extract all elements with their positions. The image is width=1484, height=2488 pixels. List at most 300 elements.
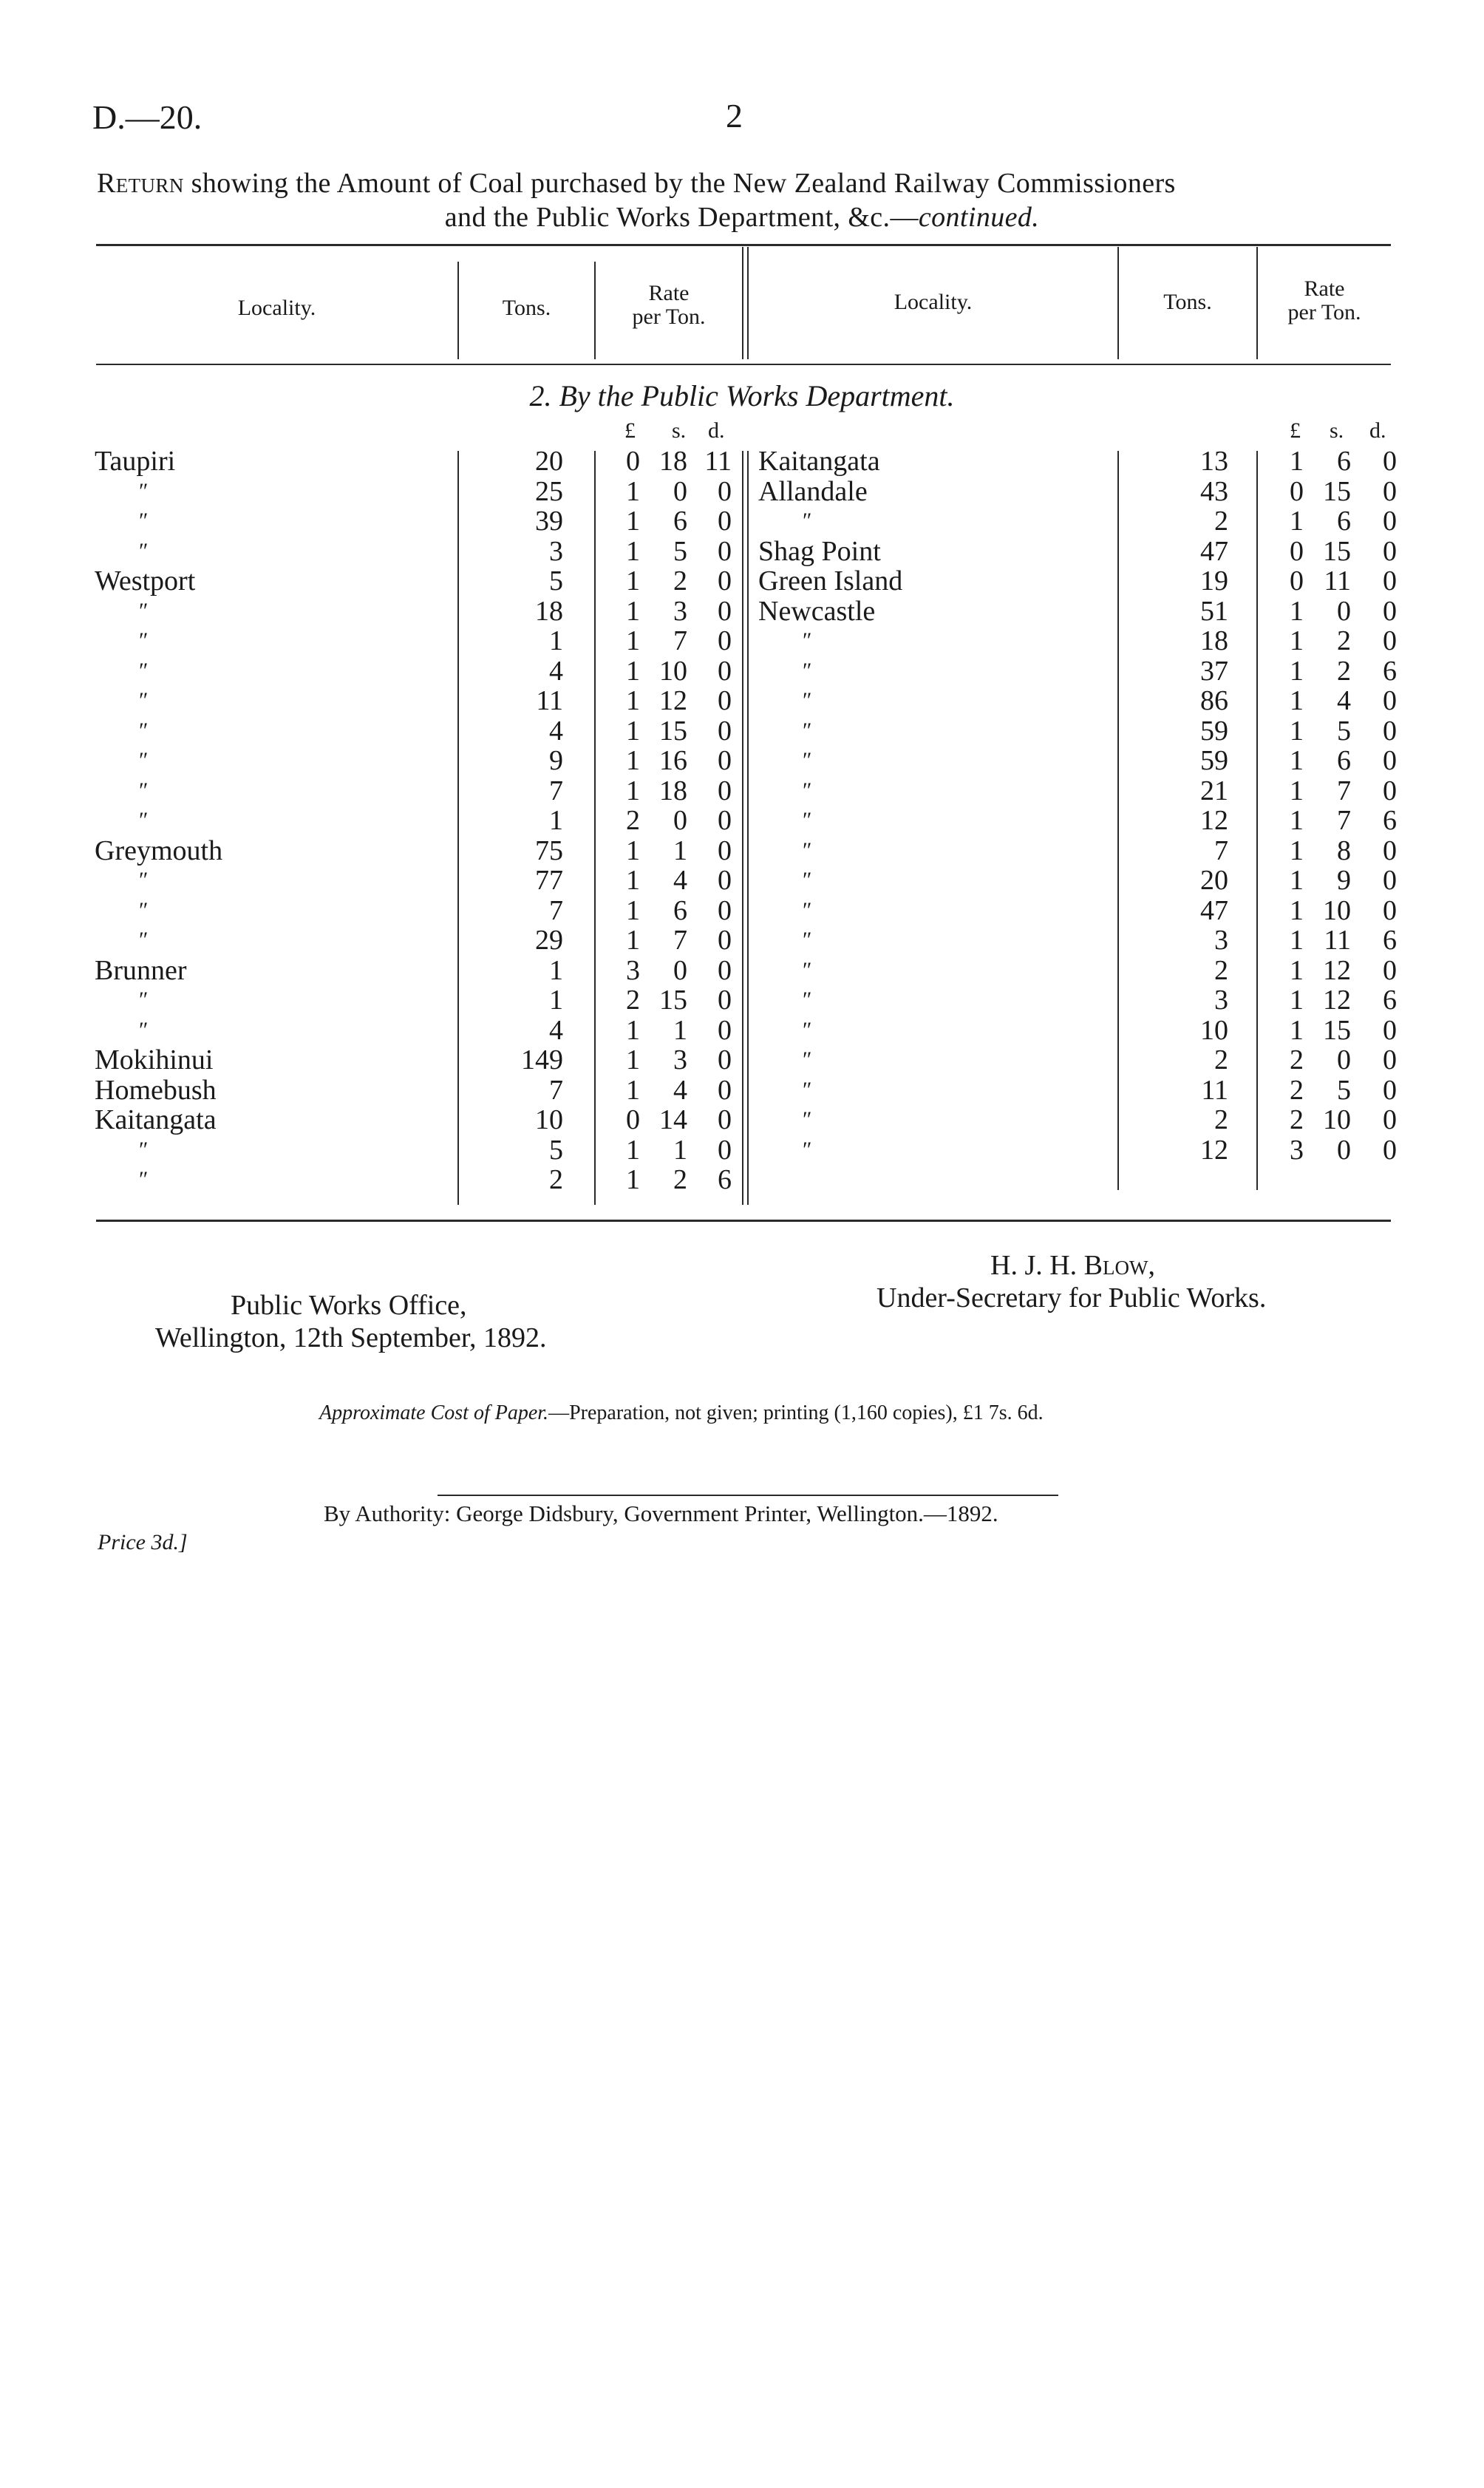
shillings-cell: 0 xyxy=(673,805,687,836)
tons-cell: 4 xyxy=(549,715,563,747)
shillings-cell: 9 xyxy=(1337,865,1351,896)
table-row xyxy=(0,566,1484,596)
tons-cell: 3 xyxy=(1214,985,1228,1016)
pence-cell: 0 xyxy=(1383,565,1397,596)
pounds-cell: 1 xyxy=(1290,685,1304,716)
table-row xyxy=(0,716,1484,746)
pence-cell: 0 xyxy=(718,775,732,806)
table-row xyxy=(0,1075,1484,1105)
tons-cell: 77 xyxy=(535,865,563,896)
tons-cell: 43 xyxy=(1200,475,1228,507)
currency-shillings-right: s. xyxy=(1330,418,1344,443)
currency-shillings-left: s. xyxy=(672,418,687,443)
table-row xyxy=(0,776,1484,806)
pence-cell: 0 xyxy=(1383,865,1397,896)
locality-cell: ″ xyxy=(139,808,149,832)
shillings-cell: 6 xyxy=(1337,446,1351,477)
pence-cell: 0 xyxy=(1383,775,1397,806)
pence-cell: 0 xyxy=(1383,1104,1397,1135)
tons-cell: 86 xyxy=(1200,685,1228,716)
pence-cell: 0 xyxy=(718,745,732,776)
pounds-cell: 0 xyxy=(1290,565,1304,596)
locality-cell: ″ xyxy=(803,658,812,683)
shillings-cell: 15 xyxy=(1323,1014,1351,1046)
tons-cell: 12 xyxy=(1200,1134,1228,1166)
pounds-cell: 1 xyxy=(626,894,640,926)
tons-cell: 10 xyxy=(1200,1014,1228,1046)
currency-pounds-left: £ xyxy=(624,418,636,443)
tons-cell: 1 xyxy=(549,954,563,986)
cost-label: Approximate Cost of Paper. xyxy=(319,1401,549,1424)
pounds-cell: 1 xyxy=(626,865,640,896)
table-row xyxy=(0,806,1484,835)
pounds-cell: 2 xyxy=(1290,1104,1304,1135)
shillings-cell: 18 xyxy=(659,775,687,806)
pounds-cell: 1 xyxy=(1290,625,1304,656)
shillings-cell: 0 xyxy=(673,475,687,507)
pence-cell: 0 xyxy=(1383,894,1397,926)
pence-cell: 0 xyxy=(1383,1134,1397,1166)
divider-center-a xyxy=(742,247,743,359)
pence-cell: 0 xyxy=(718,1104,732,1135)
office-line-1: Public Works Office, xyxy=(231,1290,467,1321)
pounds-cell: 2 xyxy=(1290,1044,1304,1075)
header-tons-left: Tons. xyxy=(502,296,551,320)
shillings-cell: 15 xyxy=(659,985,687,1016)
tons-cell: 149 xyxy=(521,1044,563,1075)
tons-cell: 2 xyxy=(549,1164,563,1195)
tons-cell: 7 xyxy=(549,1074,563,1106)
office-line-2: Wellington, 12th September, 1892. xyxy=(155,1322,547,1353)
locality-cell: ″ xyxy=(139,778,149,803)
pence-cell: 0 xyxy=(718,655,732,687)
printer-authority: By Authority: George Didsbury, Government Printer, Wellington.—1892. xyxy=(324,1500,998,1526)
locality-cell: ″ xyxy=(803,1077,812,1102)
pence-cell: 0 xyxy=(718,865,732,896)
table-row xyxy=(0,537,1484,566)
pounds-cell: 1 xyxy=(1290,954,1304,986)
header-rate-left-1: Rate xyxy=(648,281,690,305)
shillings-cell: 4 xyxy=(673,865,687,896)
pence-cell: 0 xyxy=(718,625,732,656)
pence-cell: 0 xyxy=(718,535,732,567)
pence-cell: 0 xyxy=(1383,745,1397,776)
locality-cell: ″ xyxy=(139,598,149,623)
shillings-cell: 0 xyxy=(1337,595,1351,627)
locality-cell: Kaitangata xyxy=(95,1104,217,1135)
pence-cell: 0 xyxy=(718,475,732,507)
shillings-cell: 3 xyxy=(673,1044,687,1075)
currency-pounds-right: £ xyxy=(1290,418,1301,443)
tons-cell: 7 xyxy=(1214,835,1228,866)
pounds-cell: 1 xyxy=(626,925,640,956)
pounds-cell: 1 xyxy=(626,715,640,747)
shillings-cell: 6 xyxy=(1337,506,1351,537)
tons-cell: 59 xyxy=(1200,715,1228,747)
shillings-cell: 11 xyxy=(1324,925,1351,956)
pence-cell: 0 xyxy=(718,805,732,836)
tons-cell: 1 xyxy=(549,805,563,836)
shillings-cell: 4 xyxy=(1337,685,1351,716)
title-line2-text: and the Public Works Department, &c.— xyxy=(444,202,919,233)
shillings-cell: 10 xyxy=(1323,894,1351,926)
locality-cell: ″ xyxy=(139,628,149,653)
table-row xyxy=(0,985,1484,1015)
pounds-cell: 1 xyxy=(626,1044,640,1075)
shillings-cell: 2 xyxy=(1337,625,1351,656)
shillings-cell: 16 xyxy=(659,745,687,776)
tons-cell: 18 xyxy=(1200,625,1228,656)
shillings-cell: 18 xyxy=(659,446,687,477)
pounds-cell: 1 xyxy=(1290,506,1304,537)
locality-cell: ″ xyxy=(803,778,812,803)
pounds-cell: 0 xyxy=(1290,475,1304,507)
shillings-cell: 1 xyxy=(673,1014,687,1046)
pounds-cell: 1 xyxy=(1290,745,1304,776)
shillings-cell: 5 xyxy=(673,535,687,567)
header-tons-right: Tons. xyxy=(1163,290,1212,314)
table-row xyxy=(0,925,1484,955)
locality-cell: ″ xyxy=(139,509,149,533)
locality-cell: ″ xyxy=(139,1167,149,1192)
pounds-cell: 1 xyxy=(626,1134,640,1166)
section-title: 2. By the Public Works Department. xyxy=(529,379,955,412)
tons-cell: 39 xyxy=(535,506,563,537)
table-row xyxy=(0,596,1484,626)
table-row xyxy=(0,1016,1484,1045)
tons-cell: 2 xyxy=(1214,1044,1228,1075)
shillings-cell: 0 xyxy=(673,954,687,986)
shillings-cell: 6 xyxy=(673,894,687,926)
shillings-cell: 12 xyxy=(1323,985,1351,1016)
pence-cell: 6 xyxy=(1383,985,1397,1016)
pence-cell: 0 xyxy=(718,1044,732,1075)
locality-cell: Taupiri xyxy=(95,446,176,477)
title-continued: continued. xyxy=(918,202,1040,233)
pence-cell: 0 xyxy=(718,715,732,747)
pence-cell: 0 xyxy=(1383,1044,1397,1075)
locality-cell: ″ xyxy=(139,988,149,1012)
currency-pence-left: d. xyxy=(708,418,725,443)
pounds-cell: 1 xyxy=(1290,865,1304,896)
locality-cell: ″ xyxy=(139,1137,149,1162)
table-row xyxy=(0,836,1484,866)
pence-cell: 0 xyxy=(718,954,732,986)
pounds-cell: 1 xyxy=(1290,595,1304,627)
pence-cell: 0 xyxy=(718,685,732,716)
currency-pence-right: d. xyxy=(1369,418,1386,443)
header-bottom-rule xyxy=(96,364,1391,365)
locality-cell: ″ xyxy=(139,658,149,683)
shillings-cell: 0 xyxy=(1337,1044,1351,1075)
tons-cell: 7 xyxy=(549,775,563,806)
locality-cell: Mokihinui xyxy=(95,1044,214,1075)
table-row xyxy=(0,1105,1484,1135)
pounds-cell: 0 xyxy=(1290,535,1304,567)
table-row xyxy=(0,896,1484,925)
table-bottom-rule xyxy=(96,1220,1391,1222)
page-number: 2 xyxy=(726,97,743,135)
locality-cell: Brunner xyxy=(95,954,187,986)
tons-cell: 4 xyxy=(549,1014,563,1046)
pence-cell: 6 xyxy=(1383,805,1397,836)
pounds-cell: 1 xyxy=(1290,805,1304,836)
pounds-cell: 1 xyxy=(626,745,640,776)
shillings-cell: 10 xyxy=(659,655,687,687)
locality-cell: ″ xyxy=(803,748,812,772)
pence-cell: 0 xyxy=(1383,625,1397,656)
shillings-cell: 15 xyxy=(659,715,687,747)
pence-cell: 0 xyxy=(718,925,732,956)
tons-cell: 9 xyxy=(549,745,563,776)
shillings-cell: 12 xyxy=(659,685,687,716)
tons-cell: 47 xyxy=(1200,894,1228,926)
locality-cell: Homebush xyxy=(95,1074,217,1106)
locality-cell: ″ xyxy=(803,957,812,982)
header-locality-left: Locality. xyxy=(237,296,316,320)
table-row xyxy=(0,477,1484,506)
table-row xyxy=(0,626,1484,656)
pence-cell: 6 xyxy=(1383,655,1397,687)
title-line-1 xyxy=(97,167,1390,200)
pence-cell: 0 xyxy=(718,565,732,596)
pounds-cell: 1 xyxy=(626,685,640,716)
tons-cell: 2 xyxy=(1214,506,1228,537)
tons-cell: 11 xyxy=(1201,1074,1228,1106)
tons-cell: 5 xyxy=(549,565,563,596)
pounds-cell: 1 xyxy=(1290,1014,1304,1046)
table-row xyxy=(0,1045,1484,1075)
pence-cell: 0 xyxy=(1383,506,1397,537)
locality-cell: Greymouth xyxy=(95,835,223,866)
locality-cell: ″ xyxy=(803,868,812,892)
pounds-cell: 1 xyxy=(626,1014,640,1046)
shillings-cell: 5 xyxy=(1337,1074,1351,1106)
locality-cell: ″ xyxy=(803,509,812,533)
shillings-cell: 3 xyxy=(673,595,687,627)
shillings-cell: 1 xyxy=(673,835,687,866)
signatory-name: H. J. H. Blow, xyxy=(990,1250,1155,1281)
table-row xyxy=(0,746,1484,775)
pence-cell: 0 xyxy=(718,985,732,1016)
table-row xyxy=(0,956,1484,985)
shillings-cell: 0 xyxy=(1337,1134,1351,1166)
pence-cell: 0 xyxy=(1383,954,1397,986)
tons-cell: 59 xyxy=(1200,745,1228,776)
pence-cell: 0 xyxy=(1383,475,1397,507)
pounds-cell: 1 xyxy=(626,475,640,507)
table-row xyxy=(0,446,1484,476)
pounds-cell: 1 xyxy=(626,775,640,806)
tons-cell: 19 xyxy=(1200,565,1228,596)
title-line-2 xyxy=(0,201,1484,234)
tons-cell: 51 xyxy=(1200,595,1228,627)
locality-cell: Shag Point xyxy=(758,535,881,567)
tons-cell: 75 xyxy=(535,835,563,866)
shillings-cell: 7 xyxy=(1337,805,1351,836)
title-rest: showing the Amount of Coal purchased by the New Zealand Railway Commissioners xyxy=(183,168,1176,199)
locality-cell: ″ xyxy=(139,868,149,892)
tons-cell: 3 xyxy=(549,535,563,567)
pence-cell: 0 xyxy=(1383,835,1397,866)
pounds-cell: 1 xyxy=(1290,985,1304,1016)
pence-cell: 0 xyxy=(1383,1014,1397,1046)
locality-cell: ″ xyxy=(803,837,812,863)
tons-cell: 1 xyxy=(549,625,563,656)
table-row xyxy=(0,656,1484,686)
shillings-cell: 2 xyxy=(1337,655,1351,687)
pence-cell: 0 xyxy=(1383,595,1397,627)
locality-cell: Green Island xyxy=(758,565,903,596)
pounds-cell: 1 xyxy=(626,595,640,627)
table-row xyxy=(0,506,1484,536)
pence-cell: 6 xyxy=(718,1164,732,1195)
locality-cell: ″ xyxy=(139,1017,149,1042)
locality-cell: ″ xyxy=(803,1107,812,1132)
table-row xyxy=(0,686,1484,716)
pounds-cell: 3 xyxy=(1290,1134,1304,1166)
document-reference: D.—20. xyxy=(92,98,202,136)
tons-cell: 21 xyxy=(1200,775,1228,806)
pence-cell: 0 xyxy=(718,835,732,866)
header-rate-right-1: Rate xyxy=(1304,276,1345,301)
pounds-cell: 1 xyxy=(1290,446,1304,477)
pence-cell: 0 xyxy=(1383,1074,1397,1106)
tons-cell: 20 xyxy=(535,446,563,477)
locality-cell: Kaitangata xyxy=(758,446,880,477)
pounds-cell: 3 xyxy=(626,954,640,986)
tons-cell: 25 xyxy=(535,475,563,507)
tons-cell: 4 xyxy=(549,655,563,687)
locality-cell: ″ xyxy=(139,688,149,713)
pence-cell: 0 xyxy=(1383,685,1397,716)
table-top-rule xyxy=(96,244,1391,246)
tons-cell: 37 xyxy=(1200,655,1228,687)
pounds-cell: 2 xyxy=(626,805,640,836)
locality-cell: ″ xyxy=(139,897,149,922)
pence-cell: 0 xyxy=(718,894,732,926)
locality-cell: Newcastle xyxy=(758,595,876,627)
tons-cell: 20 xyxy=(1200,865,1228,896)
pounds-cell: 1 xyxy=(1290,655,1304,687)
pounds-cell: 1 xyxy=(626,535,640,567)
pounds-cell: 1 xyxy=(1290,894,1304,926)
header-rate-left-2: per Ton. xyxy=(632,305,706,329)
locality-cell: ″ xyxy=(803,1017,812,1042)
locality-cell: ″ xyxy=(803,897,812,922)
header-locality-right: Locality. xyxy=(894,290,973,314)
cost-text: —Preparation, not given; printing (1,160 copies), £1 7s. 6d. xyxy=(548,1401,1044,1424)
tons-cell: 11 xyxy=(536,685,563,716)
pence-cell: 0 xyxy=(718,595,732,627)
pounds-cell: 1 xyxy=(626,655,640,687)
authority-rule xyxy=(438,1495,1058,1496)
shillings-cell: 15 xyxy=(1323,535,1351,567)
table-row xyxy=(0,866,1484,895)
pounds-cell: 1 xyxy=(1290,715,1304,747)
price-note: Price 3d.] xyxy=(98,1530,188,1554)
tons-cell: 10 xyxy=(535,1104,563,1135)
pounds-cell: 2 xyxy=(1290,1074,1304,1106)
shillings-cell: 14 xyxy=(659,1104,687,1135)
pence-cell: 0 xyxy=(718,1134,732,1166)
locality-cell: ″ xyxy=(803,718,812,743)
pounds-cell: 1 xyxy=(626,565,640,596)
shillings-cell: 2 xyxy=(673,565,687,596)
tons-cell: 2 xyxy=(1214,954,1228,986)
locality-cell: ″ xyxy=(139,538,149,563)
tons-cell: 3 xyxy=(1214,925,1228,956)
pounds-cell: 1 xyxy=(1290,835,1304,866)
pence-cell: 0 xyxy=(1383,715,1397,747)
locality-cell: ″ xyxy=(803,988,812,1012)
shillings-cell: 11 xyxy=(1324,565,1351,596)
pounds-cell: 1 xyxy=(1290,925,1304,956)
locality-cell: ″ xyxy=(139,928,149,952)
shillings-cell: 5 xyxy=(1337,715,1351,747)
pounds-cell: 1 xyxy=(626,835,640,866)
shillings-cell: 7 xyxy=(673,625,687,656)
tons-cell: 13 xyxy=(1200,446,1228,477)
table-row xyxy=(0,1135,1484,1165)
tons-cell: 7 xyxy=(549,894,563,926)
pounds-cell: 0 xyxy=(626,446,640,477)
shillings-cell: 8 xyxy=(1337,835,1351,866)
locality-cell: ″ xyxy=(139,478,149,503)
shillings-cell: 1 xyxy=(673,1134,687,1166)
shillings-cell: 2 xyxy=(673,1164,687,1195)
shillings-cell: 4 xyxy=(673,1074,687,1106)
shillings-cell: 7 xyxy=(1337,775,1351,806)
tons-cell: 18 xyxy=(535,595,563,627)
tons-cell: 47 xyxy=(1200,535,1228,567)
locality-cell: Allandale xyxy=(758,475,868,507)
tons-cell: 5 xyxy=(549,1134,563,1166)
pence-cell: 0 xyxy=(1383,535,1397,567)
pence-cell: 11 xyxy=(704,446,732,477)
pence-cell: 0 xyxy=(718,1074,732,1106)
tons-cell: 2 xyxy=(1214,1104,1228,1135)
pence-cell: 0 xyxy=(718,506,732,537)
pounds-cell: 2 xyxy=(626,985,640,1016)
pence-cell: 0 xyxy=(1383,446,1397,477)
shillings-cell: 12 xyxy=(1323,954,1351,986)
shillings-cell: 6 xyxy=(1337,745,1351,776)
pounds-cell: 1 xyxy=(1290,775,1304,806)
pence-cell: 6 xyxy=(1383,925,1397,956)
locality-cell: Westport xyxy=(95,565,196,596)
locality-cell: ″ xyxy=(803,1137,812,1162)
tons-cell: 1 xyxy=(549,985,563,1016)
pounds-cell: 1 xyxy=(626,1164,640,1195)
pence-cell: 0 xyxy=(718,1014,732,1046)
header-rate-right-2: per Ton. xyxy=(1287,300,1361,324)
signatory-title: Under-Secretary for Public Works. xyxy=(877,1282,1267,1313)
shillings-cell: 15 xyxy=(1323,475,1351,507)
locality-cell: ″ xyxy=(139,748,149,772)
pounds-cell: 1 xyxy=(626,625,640,656)
shillings-cell: 6 xyxy=(673,506,687,537)
locality-cell: ″ xyxy=(803,688,812,713)
locality-cell: ″ xyxy=(803,628,812,653)
title-lead-word: Return xyxy=(97,168,184,199)
pounds-cell: 0 xyxy=(626,1104,640,1135)
locality-cell: ″ xyxy=(803,928,812,952)
tons-cell: 29 xyxy=(535,925,563,956)
shillings-cell: 10 xyxy=(1323,1104,1351,1135)
table-row xyxy=(0,1165,1484,1194)
locality-cell: ″ xyxy=(803,808,812,832)
